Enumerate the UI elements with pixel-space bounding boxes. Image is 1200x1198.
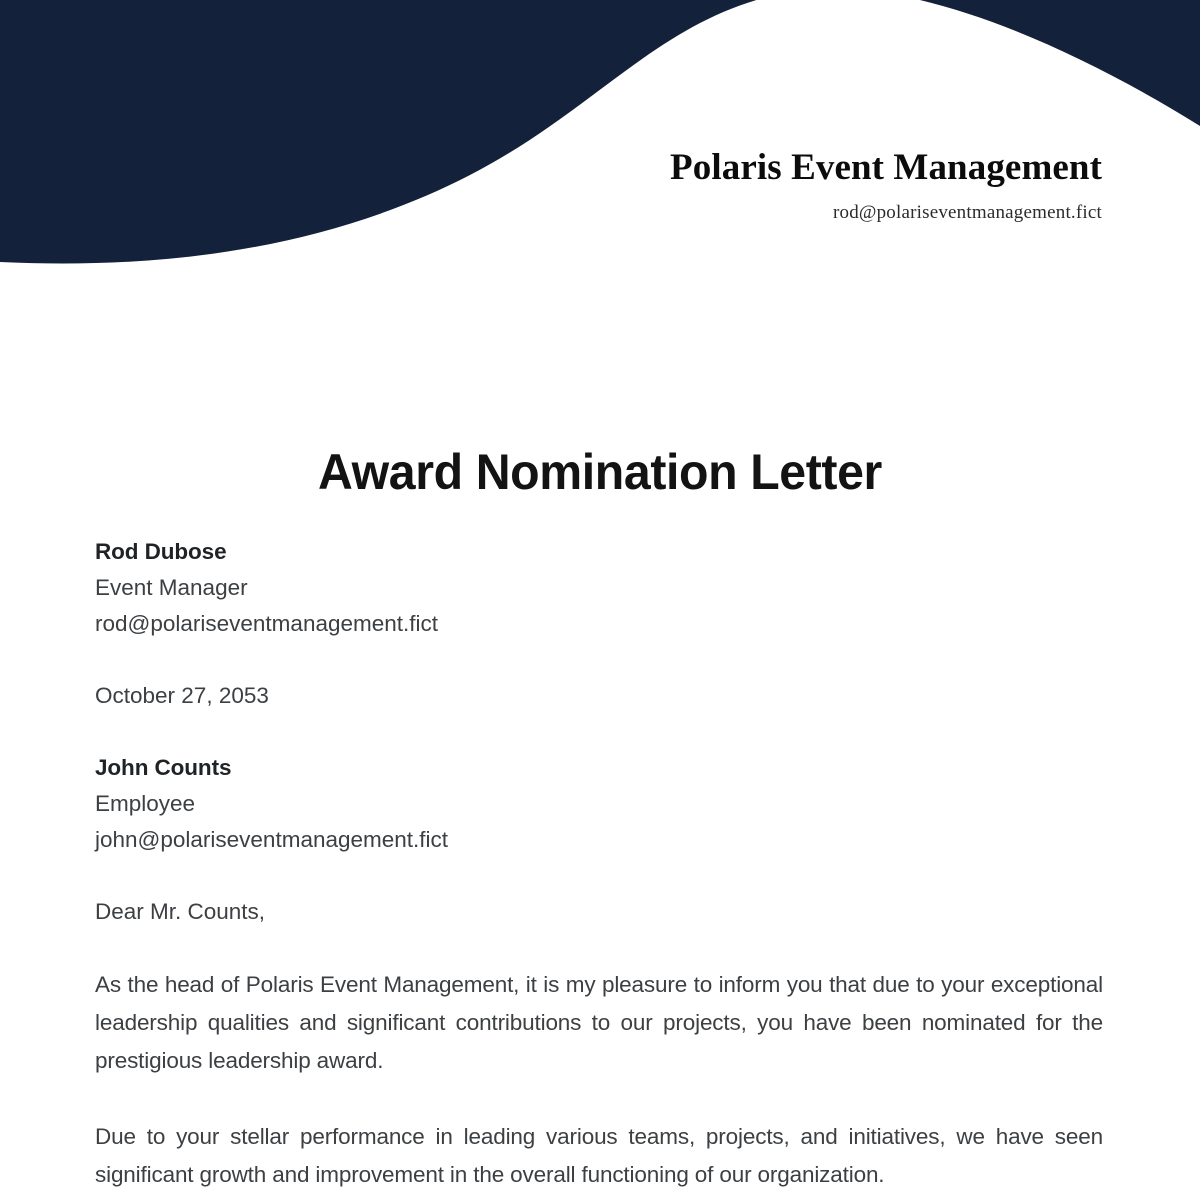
salutation: Dear Mr. Counts, — [95, 899, 266, 924]
letter-date: October 27, 2053 — [95, 683, 269, 708]
page-title: Award Nomination Letter — [318, 443, 882, 500]
spacer-after-recipient — [95, 858, 1103, 894]
company-email: rod@polariseventmanagement.fict — [832, 201, 1102, 223]
company-name: Polaris Event Management — [670, 147, 1102, 188]
letter-body — [95, 534, 1103, 1194]
recipient-block — [95, 750, 1103, 858]
body-paragraph-1: As the head of Polaris Event Management, it is my pleasure to inform you that due to your exceptional leadership qualities and significant contributions to our projects, you have been nominated for the prestigious leadership award. — [95, 972, 1103, 1073]
sender-block — [95, 534, 1103, 642]
body-paragraph-2: Due to your stellar performance in leading various teams, projects, and initiatives, we have seen significant growth and improvement in the overall functioning of our organization. — [95, 1124, 1103, 1187]
spacer-after-sender — [95, 642, 1103, 678]
recipient-role: Employee — [95, 791, 196, 816]
spacer-after-date — [95, 714, 1103, 750]
sender-role: Event Manager — [95, 575, 248, 600]
sender-name: Rod Dubose — [95, 539, 227, 564]
brand-block — [670, 148, 1102, 224]
spacer-between-paragraphs — [95, 1080, 1103, 1118]
recipient-email: john@polariseventmanagement.fict — [95, 827, 449, 852]
recipient-name: John Counts — [95, 755, 232, 780]
spacer-after-salutation — [95, 930, 1103, 966]
sender-email: rod@polariseventmanagement.fict — [95, 611, 439, 636]
